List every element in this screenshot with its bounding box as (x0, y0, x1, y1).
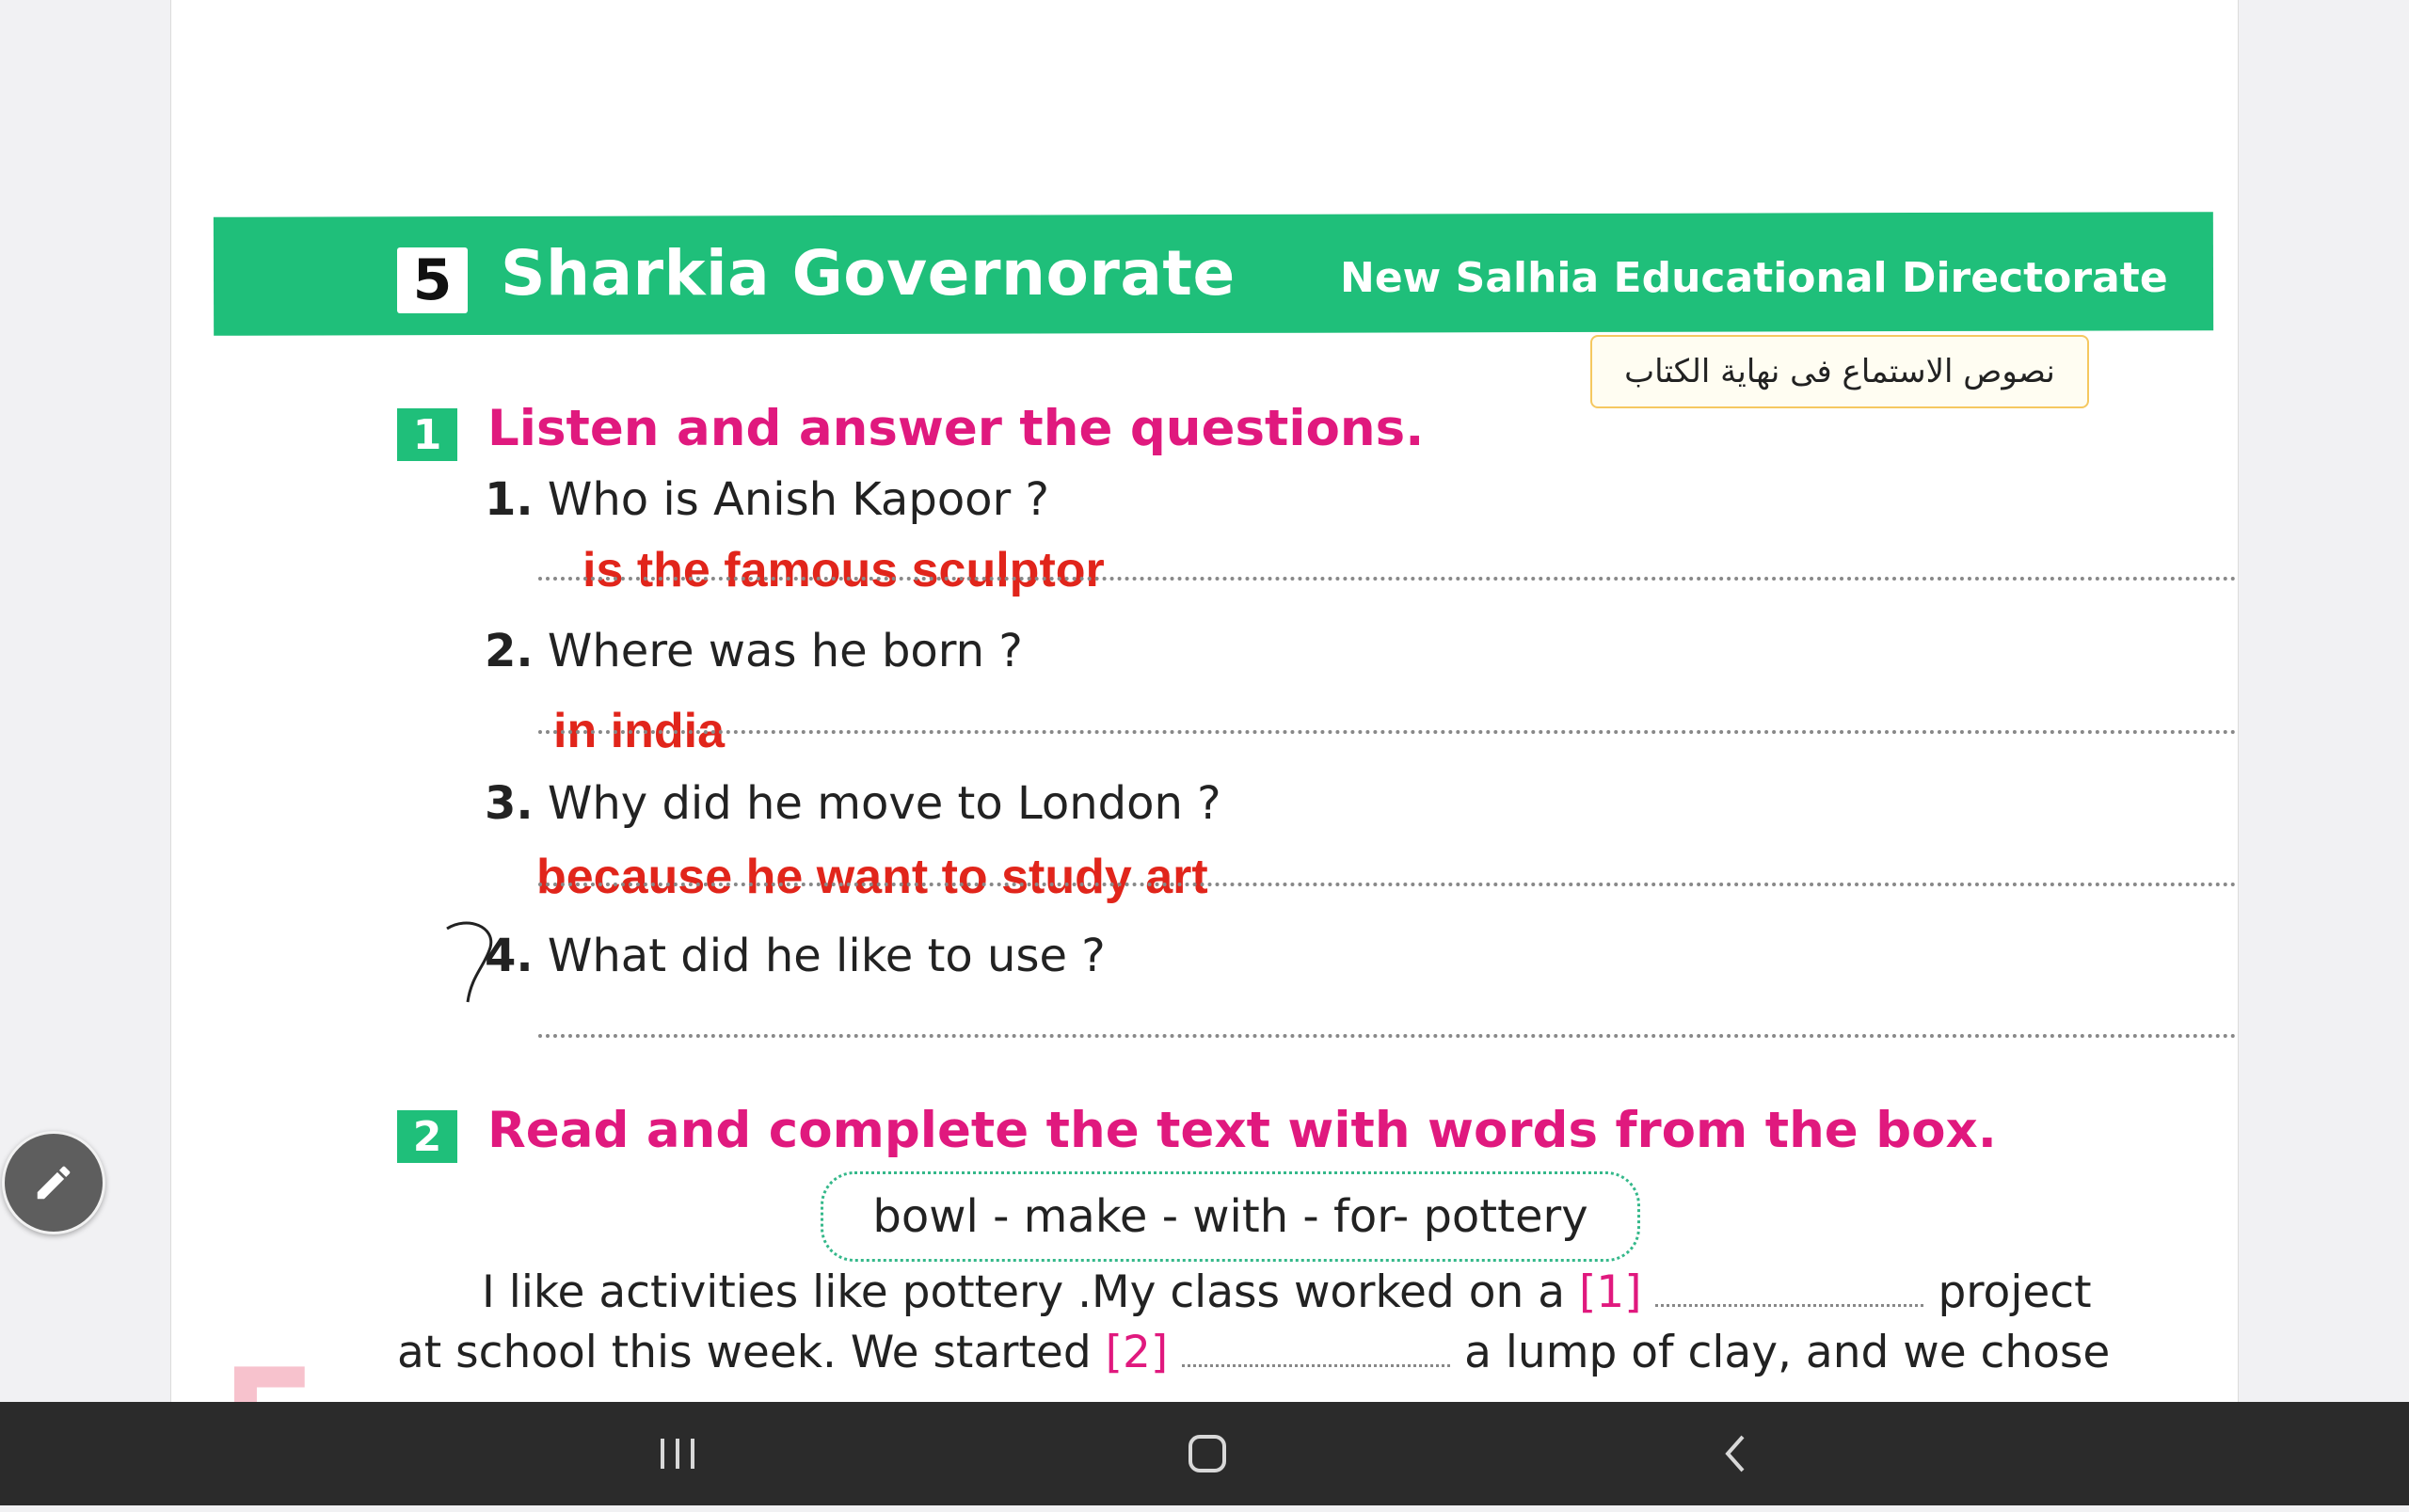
answer-line-1[interactable] (538, 577, 2237, 581)
blank-2[interactable] (1182, 1355, 1450, 1367)
question-4 (485, 930, 1106, 982)
answer-line-4[interactable] (538, 1034, 2237, 1038)
listening-scripts-note: نصوص الاستماع فى نهاية الكتاب (1590, 335, 2089, 408)
question-number: 4. (485, 930, 534, 982)
question-number: 1. (485, 473, 534, 526)
answer-2: in india (553, 704, 725, 758)
question-1 (485, 473, 1049, 526)
answer-line-2[interactable] (538, 730, 2237, 734)
word-box: bowl - make - with - for- pottery (821, 1171, 1640, 1262)
section-number-2: 2 (397, 1110, 457, 1163)
question-number: 3. (485, 777, 534, 830)
blank-1[interactable] (1655, 1295, 1923, 1307)
system-navigation-bar (0, 1402, 2409, 1505)
unit-subtitle: New Salhia Educational Directorate (1340, 254, 2168, 302)
paragraph-line-1 (482, 1266, 2092, 1318)
question-text: What did he like to use ? (547, 930, 1106, 982)
paragraph-line-2 (397, 1327, 2110, 1378)
recent-apps-icon (657, 1435, 698, 1472)
blank-ref-2: [2] (1105, 1327, 1169, 1378)
pencil-icon (32, 1161, 75, 1204)
edit-button[interactable] (2, 1131, 105, 1234)
back-button[interactable] (1689, 1421, 1783, 1487)
paragraph-text: at school this week. We started (397, 1327, 1092, 1378)
question-2 (485, 625, 1023, 677)
question-number: 2. (485, 625, 534, 677)
blank-ref-1: [1] (1578, 1266, 1642, 1318)
section-title-2: Read and complete the text with words from the box. (487, 1102, 1997, 1159)
recent-apps-button[interactable] (630, 1421, 725, 1487)
unit-number: 5 (397, 247, 468, 313)
question-text: Who is Anish Kapoor ? (547, 473, 1050, 526)
paragraph-text: project (1938, 1266, 2092, 1318)
document-page (170, 0, 2239, 1402)
question-3 (485, 777, 1221, 830)
section-number-1: 1 (397, 408, 457, 461)
section-title-1: Listen and answer the questions. (487, 400, 1425, 457)
paragraph-text: I like activities like pottery .My class worked on a (482, 1266, 1565, 1318)
paragraph-text: a lump of clay, and we chose (1464, 1327, 2111, 1378)
question-text: Why did he move to London ? (547, 777, 1221, 830)
question-text: Where was he born ? (547, 625, 1023, 677)
answer-1: is the famous sculptor (582, 543, 1105, 597)
home-icon (1187, 1433, 1228, 1474)
answer-line-3[interactable] (538, 883, 2237, 886)
home-button[interactable] (1160, 1421, 1254, 1487)
back-icon (1722, 1433, 1750, 1474)
answer-3: because he want to study art (536, 850, 1208, 904)
unit-title: Sharkia Governorate (501, 237, 1236, 310)
